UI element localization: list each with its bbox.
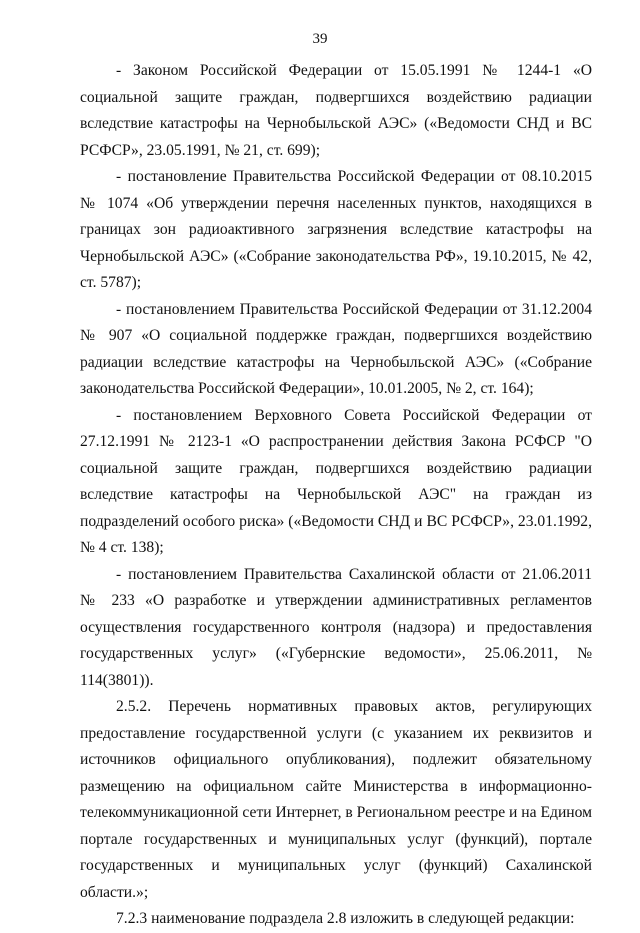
page-number: 39	[312, 31, 328, 47]
paragraph-law-1244-1: - Законом Российской Федерации от 15.05.1991 № 1244-1 «О социальной защите граждан, подвергшихся воздействию радиации вследствие катастрофы на Чернобыльской АЭС» («Ведомости СНД и ВС РСФСР», 23.05.1991, № 21, ст. 699);	[80, 62, 592, 159]
paragraph-resolution-1074: - постановление Правительства Российской Федерации от 08.10.2015 № 1074 «Об утверждении перечня населенных пунктов, находящихся в границах зон радиоактивного загрязнения вследствие катастрофы на Чернобыльской АЭС» («Собрание законодательства РФ», 19.10.2015, № 42, ст. 5787);	[80, 168, 592, 291]
paragraph-resolution-233: - постановлением Правительства Сахалинской области от 21.06.2011 № 233 «О разработке и утверждении административных регламентов осуществления государственного контроля (надзора) и предоставления государственных услуг» («Губернские ведомости», 25.06.2011, № 114(3801)).	[80, 565, 592, 689]
paragraph-resolution-907: - постановлением Правительства Российской Федерации от 31.12.2004 № 907 «О социальной поддержке граждан, подвергшихся воздействию радиации вследствие катастрофы на Чернобыльской АЭС» («Собрание законодательства Российской Федерации», 10.01.2005, № 2, ст. 164);	[80, 300, 592, 397]
paragraph-section-2-5-2: 2.5.2. Перечень нормативных правовых актов, регулирующих предоставление государственной услуги (с указанием их реквизитов и источников официального опубликования), подлежит обязательному размещению на официальном сайте Министерства в информационно-телекоммуникационной сети Интернет, в Региональном реестре и на Едином портале государственных и муниципальных услуг (функций), портале государственных и муниципальных услуг (функций) Сахалинской области.»;	[80, 698, 592, 901]
paragraph-section-7-2-3: 7.2.3 наименование подраздела 2.8 изложить в следующей редакции:	[116, 910, 575, 927]
document-body	[80, 58, 592, 933]
paragraph-resolution-2123-1: - постановлением Верховного Совета Российской Федерации от 27.12.1991 № 2123-1 «О распространении действия Закона РСФСР "О социальной защите граждан, подвергшихся воздействию радиации вследствие катастрофы на Чернобыльской АЭС" на граждан из подразделений особого риска» («Ведомости СНД и ВС РСФСР», 23.01.1992, № 4 ст. 138);	[80, 406, 592, 556]
